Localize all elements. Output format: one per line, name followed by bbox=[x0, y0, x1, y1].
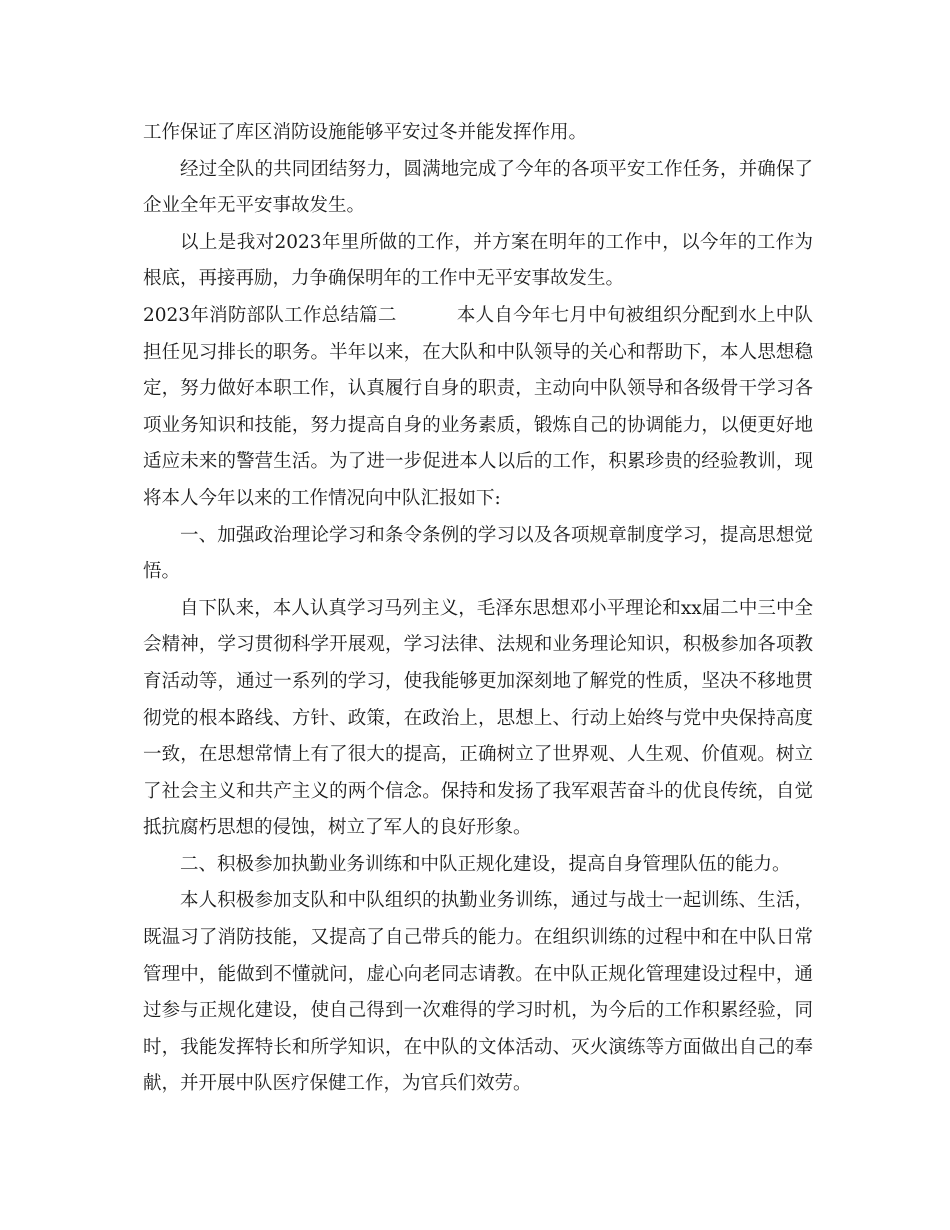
paragraph-5: 一、加强政治理论学习和条令条例的学习以及各项规章制度学习，提高思想觉悟。 bbox=[143, 524, 813, 583]
document-body bbox=[143, 115, 813, 1103]
section-title: 2023年消防部队工作总结篇二 bbox=[143, 304, 397, 326]
paragraph-4-text: 本人自今年七月中旬被组织分配到水上中队担任见习排长的职务。半年以来，在大队和中队领导的关心和帮助下，本人思想稳定，努力做好本职工作，认真履行自身的职责，主动向中队领导和各级骨干学习各项业务知识和技能，努力提高自身的业务素质，锻炼自己的协调能力，以便更好地适应未来的警营生活。为了进一步促进本人以后的工作，积累珍贵的经验教训，现将本人今年以来的工作情况向中队汇报如下: bbox=[143, 304, 813, 509]
paragraph-1: 工作保证了库区消防设施能够平安过冬并能发挥作用。 bbox=[143, 122, 588, 143]
paragraph-4 bbox=[143, 298, 813, 518]
paragraph-8: 本人积极参加支队和中队组织的执勤业务训练，通过与战士一起训练、生活，既温习了消防技能，又提高了自己带兵的能力。在组织训练的过程中和在中队日常管理中，能做到不懂就问，虚心向老同志请教。在中队正规化管理建设过程中，通过参与正规化建设，使自己得到一次难得的学习时机，为今后的工作积累经验，同时，我能发挥特长和所学知识，在中队的文体活动、灭火演练等方面做出自己的奉献，并开展中队医疗保健工作，为官兵们效劳。 bbox=[143, 890, 813, 1095]
paragraph-2: 经过全队的共同团结努力，圆满地完成了今年的各项平安工作任务，并确保了企业全年无平安事故发生。 bbox=[143, 158, 813, 217]
paragraph-3: 以上是我对2023年里所做的工作，并方案在明年的工作中，以今年的工作为根底，再接再励，力争确保明年的工作中无平安事故发生。 bbox=[143, 231, 813, 290]
paragraph-6: 自下队来，本人认真学习马列主义，毛泽东思想邓小平理论和xx届二中三中全会精神，学习贯彻科学开展观，学习法律、法规和业务理论知识，积极参加各项教育活动等，通过一系列的学习，使我能够更加深刻地了解党的性质，坚决不移地贯彻党的根本路线、方针、政策，在政治上，思想上、行动上始终与党中央保持高度一致，在思想常情上有了很大的提高，正确树立了世界观、人生观、价值观。树立了社会主义和共产主义的两个信念。保持和发扬了我军艰苦奋斗的优良传统，自觉抵抗腐朽思想的侵蚀，树立了军人的良好形象。 bbox=[143, 597, 813, 839]
paragraph-7: 二、积极参加执勤业务训练和中队正规化建设，提高自身管理队伍的能力。 bbox=[180, 853, 791, 875]
